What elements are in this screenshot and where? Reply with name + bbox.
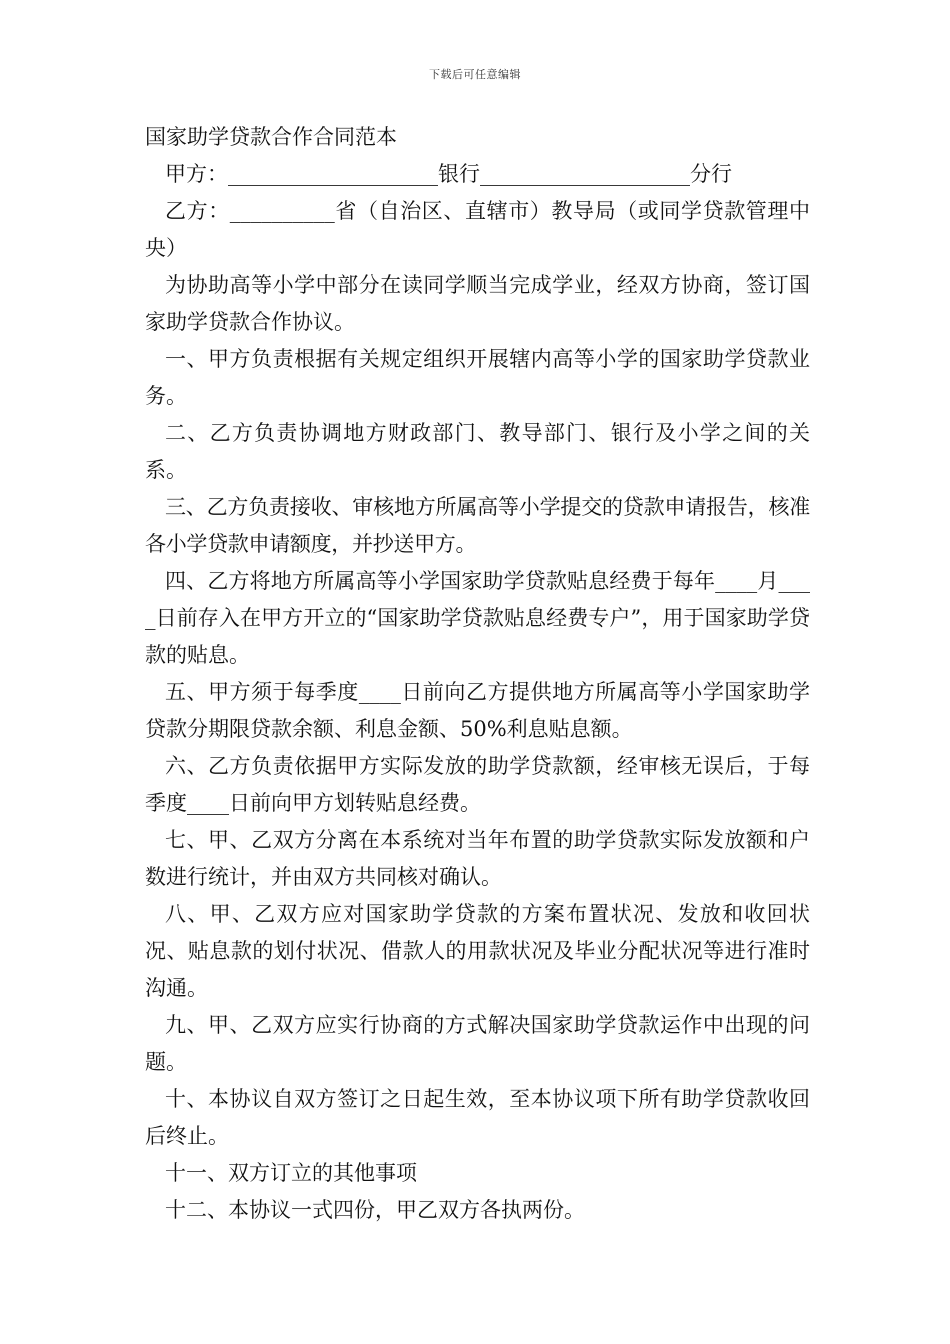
document-body xyxy=(145,119,810,1229)
clause-2: 二、乙方负责协调地方财政部门、教导部门、银行及小学之间的关系。 xyxy=(145,421,810,482)
clause-7: 七、甲、乙双方分离在本系统对当年布置的助学贷款实际发放额和户数进行统计，并由双方共同核对确认。 xyxy=(145,828,810,889)
clause-3: 三、乙方负责接收、审核地方所属高等小学提交的贷款申请报告，核准各小学贷款申请额度，并抄送甲方。 xyxy=(145,495,810,556)
clause-1: 一、甲方负责根据有关规定组织开展辖内高等小学的国家助学贷款业务。 xyxy=(145,347,810,408)
party-b-line: 乙方：__________省（自治区、直辖市）教导局（或同学贷款管理中央） xyxy=(145,199,810,260)
clause-9: 九、甲、乙双方应实行协商的方式解决国家助学贷款运作中出现的问题。 xyxy=(145,1013,810,1074)
clause-6: 六、乙方负责依据甲方实际发放的助学贷款额，经审核无误后，于每季度____日前向甲方划转贴息经费。 xyxy=(145,754,810,815)
page-header-note: 下载后可任意编辑 xyxy=(429,68,521,81)
clause-5: 五、甲方须于每季度____日前向乙方提供地方所属高等小学国家助学贷款分期限贷款余额、利息金额、50%利息贴息额。 xyxy=(145,680,810,741)
clause-4: 四、乙方将地方所属高等小学国家助学贷款贴息经费于每年____月____日前存入在甲方开立的“国家助学贷款贴息经费专户”，用于国家助学贷款的贴息。 xyxy=(145,569,810,667)
clause-8: 八、甲、乙双方应对国家助学贷款的方案布置状况、发放和收回状况、贴息款的划付状况、借款人的用款状况及毕业分配状况等进行准时沟通。 xyxy=(145,902,810,1000)
document-title: 国家助学贷款合作合同范本 xyxy=(145,125,397,149)
clause-10: 十、本协议自双方签订之日起生效，至本协议项下所有助学贷款收回后终止。 xyxy=(145,1087,810,1148)
clause-12: 十二、本协议一式四份，甲乙双方各执两份。 xyxy=(165,1198,585,1222)
preamble-paragraph: 为协助高等小学中部分在读同学顺当完成学业，经双方协商，签订国家助学贷款合作协议。 xyxy=(145,273,810,334)
party-a-line: 甲方：____________________银行____________________分行 xyxy=(165,162,732,186)
clause-11: 十一、双方订立的其他事项 xyxy=(165,1161,417,1185)
